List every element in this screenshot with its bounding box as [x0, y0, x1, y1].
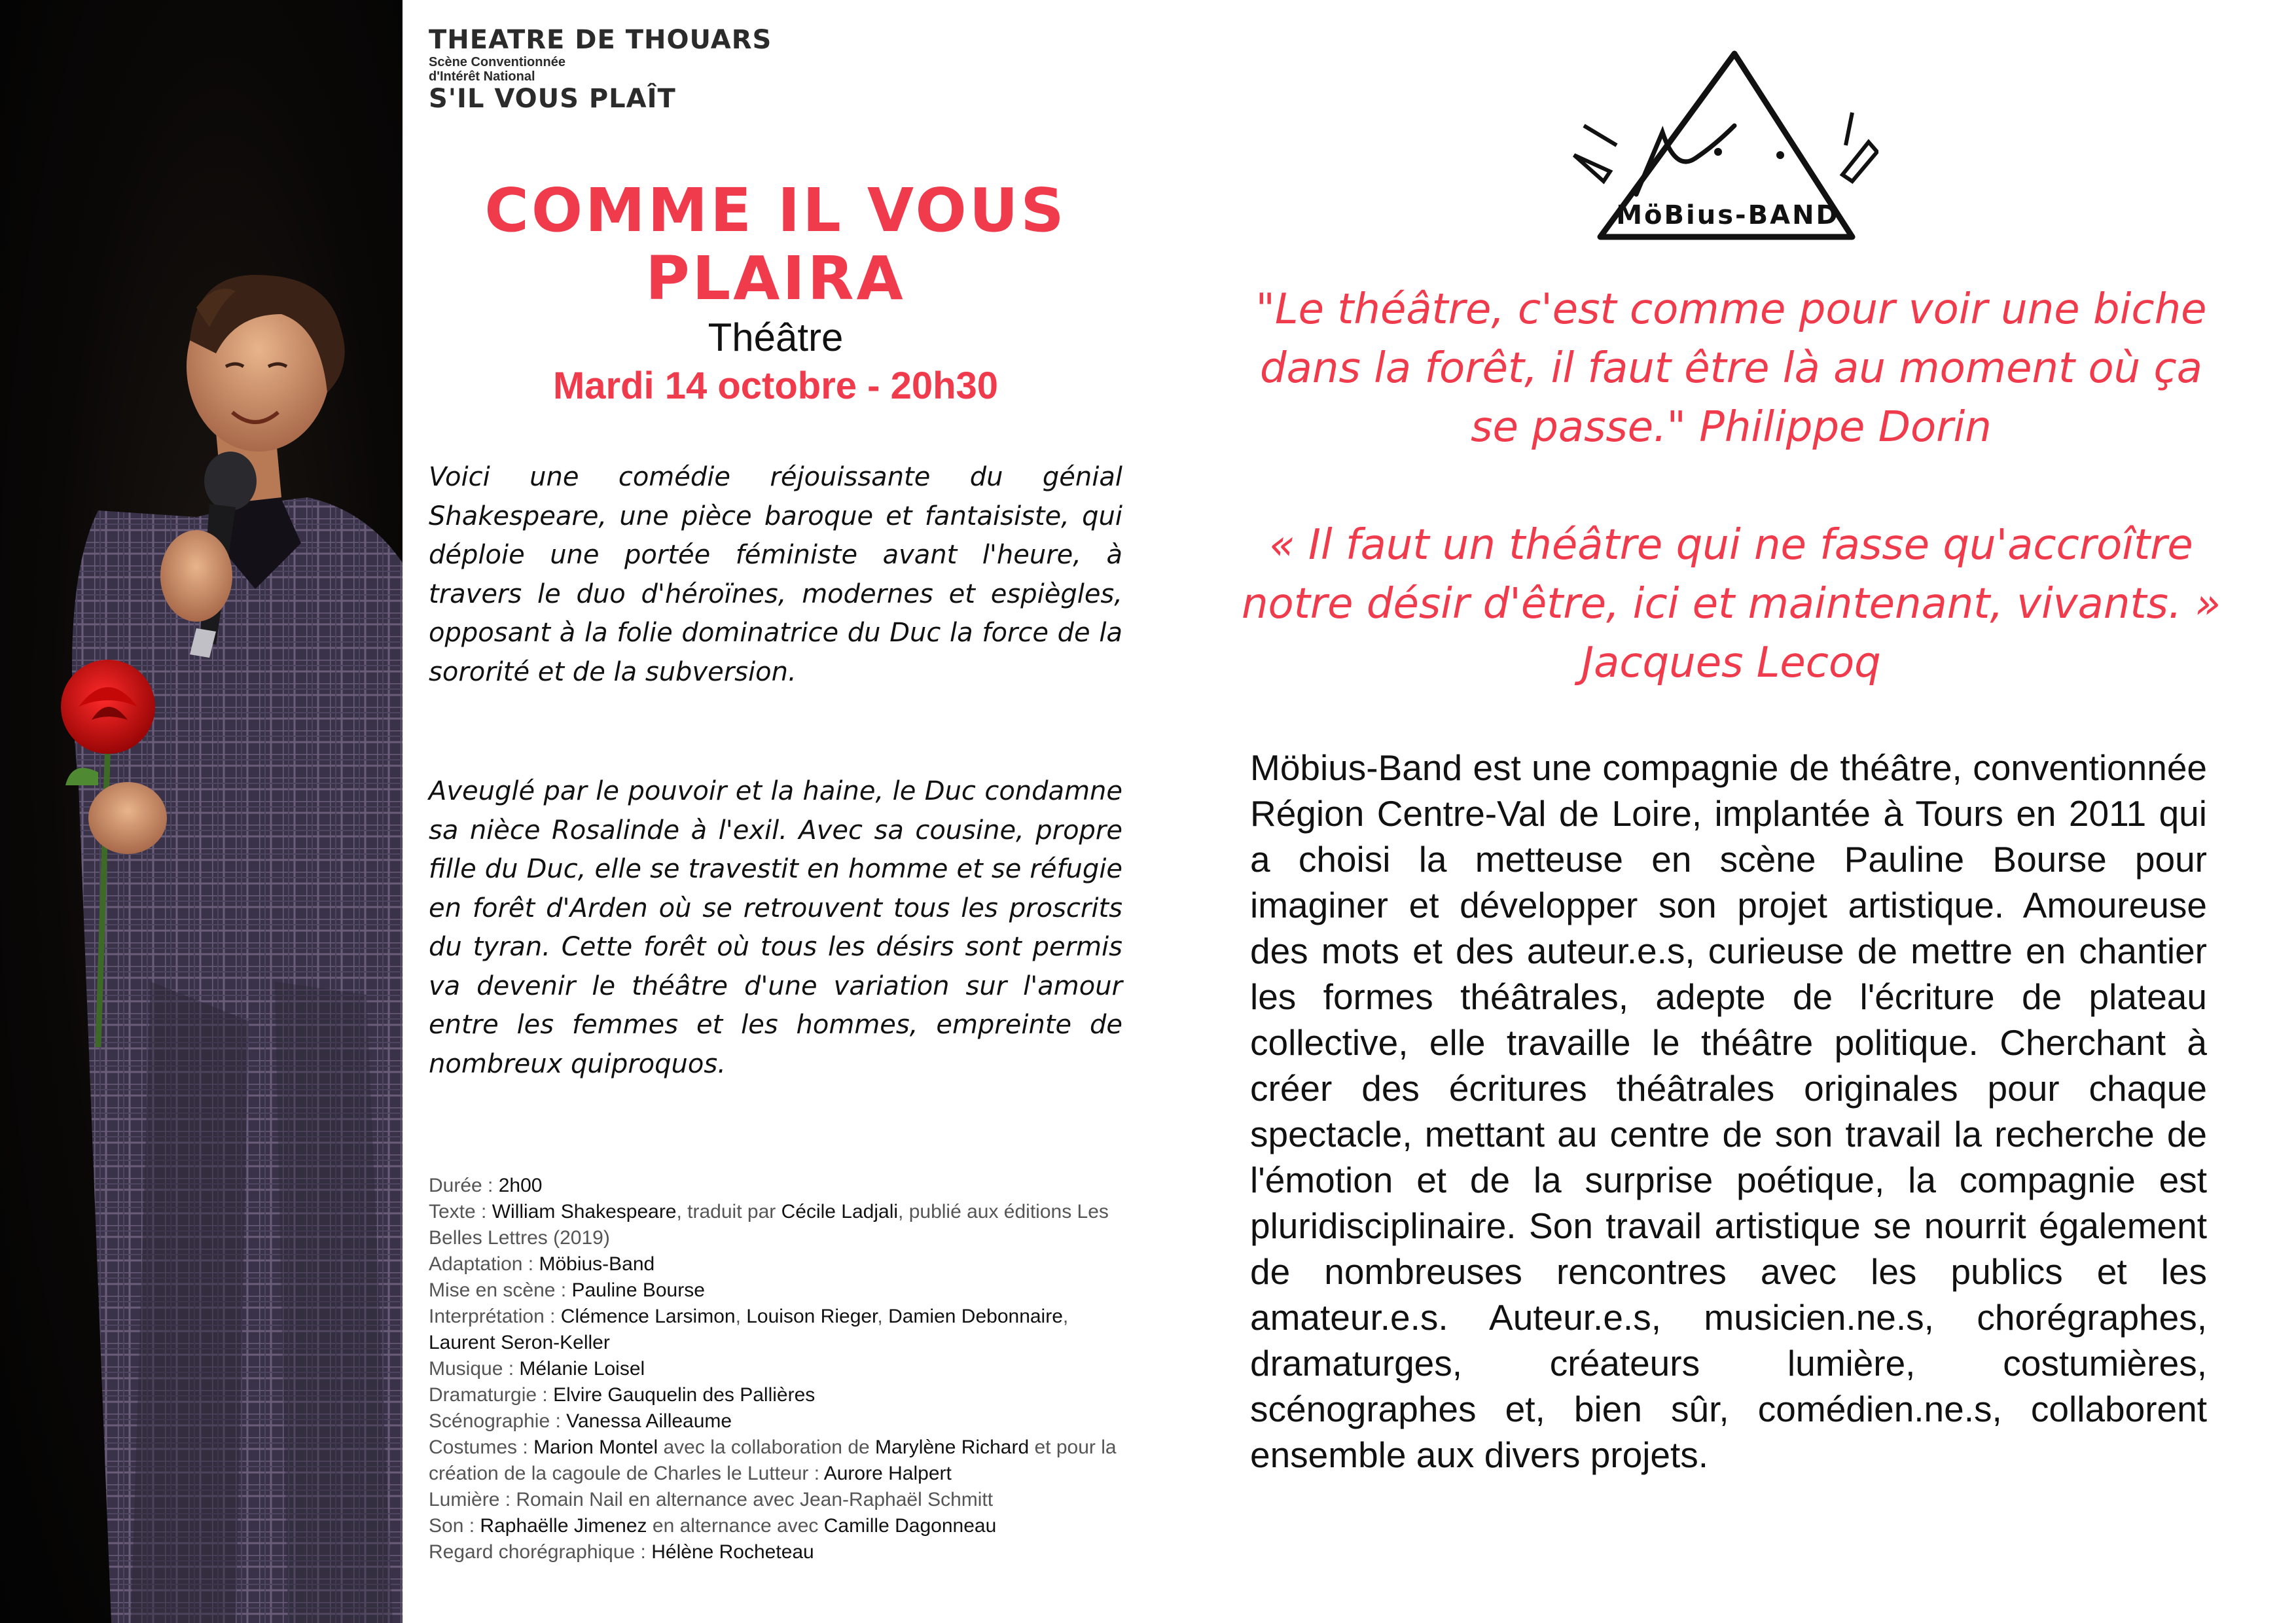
credit-lumiere: Lumière : Romain Nail en alternance avec Jean-Raphaël Schmitt	[429, 1489, 994, 1510]
quote-lecoq: « Il faut un théâtre qui ne fasse qu'accroître notre désir d'être, ici et maintenant, vivants. » Jacques Lecoq	[1241, 521, 2221, 687]
actor-illustration	[0, 0, 403, 1623]
story-paragraph: Aveuglé par le pouvoir et la haine, le Duc condamne sa nièce Rosalinde à l'exil. Avec sa cousine, propre fille du Duc, elle se travestit en homme et se réfugie en forêt d'Arden où se retrouvent tous les proscrits du tyran. Cette forêt où tous les désirs sont permis va devenir le théâtre d'une variation sur l'amour entre les femmes et les hommes, empreinte de nombreux quiproquos.	[429, 776, 1122, 1079]
show-title-block	[429, 177, 1122, 410]
theatre-name: THEATRE DE THOUARS	[429, 25, 772, 55]
logo-text: MöBius-BAND	[1616, 200, 1840, 230]
show-title-line-2: PLAIRA	[645, 243, 906, 313]
credit-adaptation: Adaptation : Möbius-Band	[429, 1253, 655, 1275]
credits	[429, 1173, 1122, 1565]
theatre-tagline: S'IL VOUS PLAÎT	[429, 84, 676, 114]
stage-photo	[0, 0, 403, 1623]
show-genre: Théâtre	[708, 315, 844, 359]
company-description: Möbius-Band est une compagnie de théâtre, conventionnée Région Centre-Val de Loire, implantée à Tours en 2011 qui a choisi la metteuse en scène Pauline Bourse pour imaginer et développer son projet artistique. Amoureuse des mots et des auteur.e.s, curieuse de mettre en chantier les formes théâtrales, adepte de l'écriture de plateau collective, elle travaille le théâtre politique. Cherchant à créer des écritures théâtrales originales pour chaque spectacle, mettant au centre de son travail la recherche de l'émotion et de la surprise poétique, la compagnie est pluridisciplinaire. Son travail artistique se nourrit également de nombreuses rencontres avec les publics et les amateur.e.s. Auteur.e.s, musicien.ne.s, chorégraphes, dramaturges, créateurs lumière, costumières, scénographes et, bien sûr, comédien.ne.s, collaborent ensemble aux divers projets.	[1250, 747, 2207, 1475]
credit-duree: Durée : 2h00	[429, 1175, 543, 1196]
credit-son: Son : Raphaëlle Jimenez en alternance avec Camille Dagonneau	[429, 1515, 997, 1537]
theatre-subtitle-1: Scène Conventionnée	[429, 55, 565, 69]
show-title-line-1: COMME IL VOUS	[484, 175, 1067, 245]
credit-dramaturgie: Dramaturgie : Elvire Gauquelin des Pallières	[429, 1384, 816, 1406]
show-date: Mardi 14 octobre - 20h30	[552, 365, 999, 407]
credit-texte: Texte : William Shakespeare, traduit par Cécile Ladjali, publié aux éditions Les Belles Lettres (2019)	[429, 1201, 1109, 1249]
credit-costumes: Costumes : Marion Montel avec la collaboration de Marylène Richard et pour la création de la cagoule de Charles le Lutteur : Aurore Halpert	[429, 1436, 1117, 1484]
credit-mise-en-scene: Mise en scène : Pauline Bourse	[429, 1279, 705, 1301]
credit-musique: Musique : Mélanie Loisel	[429, 1358, 645, 1380]
quote-dorin: "Le théâtre, c'est comme pour voir une biche dans la forêt, il faut être là au moment où ça se passe." Philippe Dorin	[1255, 285, 2207, 452]
credit-interpretation: Interprétation : Clémence Larsimon, Louison Rieger, Damien Debonnaire, Laurent Seron-Keller	[429, 1306, 1069, 1353]
intro-paragraph: Voici une comédie réjouissante du génial Shakespeare, une pièce baroque et fantaisiste, qui déploie une portée féministe avant l'heure, à travers le duo d'héroïnes, modernes et espiègles, opposant à la folie dominatrice du Duc la force de la sororité et de la subversion.	[429, 462, 1122, 687]
theatre-brand	[429, 25, 795, 114]
mobius-band-logo	[1564, 41, 1878, 257]
credit-regard: Regard chorégraphique : Hélène Rocheteau	[429, 1541, 814, 1563]
theatre-subtitle-2: d'Intérêt National	[429, 69, 535, 84]
credit-scenographie: Scénographie : Vanessa Ailleaume	[429, 1410, 732, 1432]
